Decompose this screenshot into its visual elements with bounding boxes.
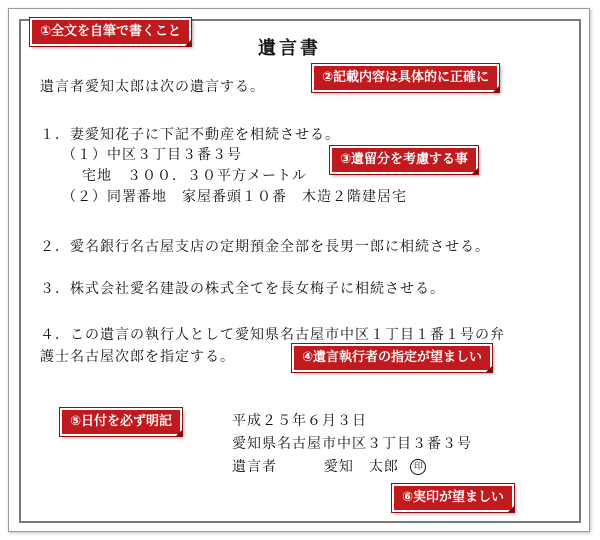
item-3: ３．株式会社愛名建設の株式全てを長女梅子に相続させる。 <box>40 281 445 297</box>
item-2: ２．愛名銀行名古屋支店の定期預金全部を長男一郎に相続させる。 <box>40 239 490 255</box>
item-1-sub-2: （２）同署番地 家屋番頭１０番 木造２階建居宅 <box>62 189 407 205</box>
annotation-specific: ②記載内容は具体的に正確に <box>312 64 499 92</box>
annotation-handwritten: ①全文を自筆で書くこと <box>30 18 191 46</box>
annotation-seal: ⑥実印が望ましい <box>392 484 514 512</box>
annotation-executor: ④遺言執行者の指定が望ましい <box>292 344 492 372</box>
item-4-line-2: 護士名古屋次郎を指定する。 <box>40 349 235 365</box>
signature-name: 愛知 太郎 <box>323 459 399 475</box>
seal-icon: 印 <box>410 459 426 475</box>
testator-address: 愛知県名古屋市中区３丁目３番３号 <box>232 436 472 452</box>
opening-line: 遺言者愛知太郎は次の遺言する。 <box>40 79 265 95</box>
item-1-sub-1: （１）中区３丁目３番３号 <box>62 147 242 163</box>
item-1: １．妻愛知花子に下記不動産を相続させる。 <box>40 127 340 143</box>
annotation-date: ⑤日付を必ず明記 <box>60 408 182 436</box>
document-title: 遺言書 <box>258 38 321 59</box>
item-4-line-1: ４．この遺言の執行人として愛知県名古屋市中区１丁目１番１号の弁 <box>40 327 505 343</box>
document-date: 平成２５年６月３日 <box>232 413 367 429</box>
item-1-sub-1-detail: 宅地 ３００．３０平方メートル <box>82 168 307 184</box>
annotation-reserved-portion: ③遺留分を考慮する事 <box>330 146 478 174</box>
signature-label: 遺言者 <box>232 459 277 475</box>
signature-line <box>232 456 426 476</box>
